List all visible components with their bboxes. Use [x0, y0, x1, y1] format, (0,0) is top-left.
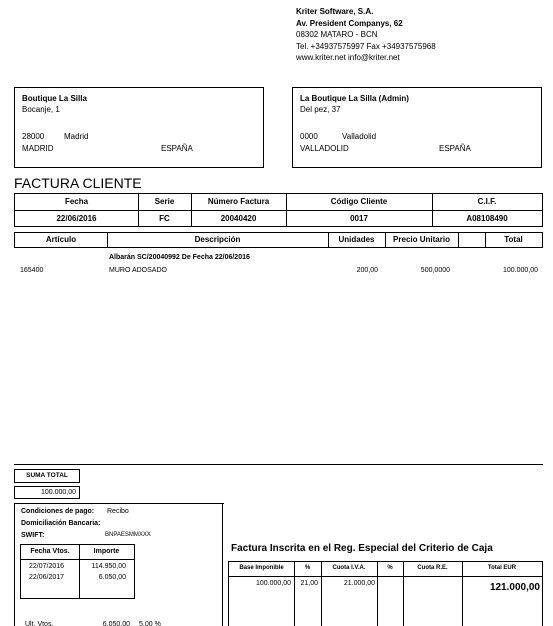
vto-fecha-1: 22/06/2017	[29, 574, 65, 581]
totals-label-cuota-iva: Cuota I.V.A.	[332, 565, 366, 571]
totals-label-pct: %	[304, 565, 311, 571]
line-item	[0, 267, 553, 277]
company-name: Kriter Software, S.A.	[296, 7, 374, 16]
payment-section	[14, 503, 224, 626]
payment-cond-label: Condiciones de pago:	[21, 508, 95, 515]
company-block	[296, 6, 436, 64]
company-web: www.kriter.net info@kriter.net	[296, 53, 400, 62]
suma-total-label-box	[14, 469, 80, 483]
suma-total-label: SUMA TOTAL	[26, 472, 68, 479]
vto-importe-0: 114.950,00	[91, 563, 126, 570]
line-unidades: 200,00	[356, 267, 378, 274]
header-label-cif: C.I.F.	[477, 197, 497, 206]
shipping-country: ESPAÑA	[439, 144, 471, 153]
line-total: 100.000,00	[502, 267, 538, 274]
totals-value-total: 121.000,00	[489, 582, 540, 593]
shipping-name: La Boutique La Silla (Admin)	[300, 94, 409, 103]
header-value-cif: A08108490	[466, 214, 508, 223]
line-precio: 500,0000	[420, 267, 450, 274]
shipping-city: Valladolid	[342, 132, 377, 141]
lines-header-unidades: Unidades	[338, 235, 375, 244]
totals-value-cuota-iva: 21.000,00	[343, 580, 375, 587]
criterio-caja-note: Factura Inscrita en el Reg. Especial del Criterio de Caja	[231, 543, 493, 554]
payment-domic-label: Domiciliación Bancaria:	[21, 520, 101, 527]
invoice-header-table	[14, 193, 543, 227]
billing-address-box	[14, 87, 264, 168]
totals-label-total: Total EUR	[487, 565, 517, 571]
totals-label-base: Base Imponible	[239, 565, 284, 571]
vto-header-importe: Importe	[93, 548, 120, 555]
shipping-postal: 0000	[300, 132, 318, 141]
billing-postal: 28000	[22, 132, 45, 141]
totals-table	[228, 561, 543, 626]
company-city: 08302 MATARO - BCN	[296, 30, 378, 39]
lines-header-articulo: Artículo	[45, 235, 77, 244]
albaran-reference: Albarán SC/20040992 De Fecha 22/06/2016	[109, 254, 250, 261]
company-contact: Tel. +34937575997 Fax +34937575968	[296, 41, 436, 51]
ult-vtos-pct: 5,00 %	[139, 621, 161, 626]
suma-total-value: 100.000,00	[40, 489, 76, 496]
vto-header-fecha: Fecha Vtos.	[30, 548, 70, 555]
lines-header-descripcion: Descripción	[194, 235, 241, 244]
ult-vtos-label: Ult. Vtos.	[25, 621, 54, 626]
payment-swift-label: SWIFT:	[21, 532, 45, 539]
line-descripcion: MURO ADOSADO	[109, 267, 167, 274]
payment-swift-value: BNPAESMMXXX	[105, 532, 151, 538]
header-value-fecha: 22/06/2016	[56, 214, 97, 223]
vto-table	[20, 544, 135, 599]
billing-province: MADRID	[22, 144, 54, 153]
totals-label-cuota-re: Cuota R.E.	[417, 565, 448, 571]
billing-city: Madrid	[64, 132, 89, 141]
line-articulo: 165400	[20, 267, 44, 274]
header-value-serie: FC	[159, 214, 170, 223]
billing-street: Bocanje, 1	[22, 105, 60, 114]
header-label-serie: Serie	[154, 197, 175, 206]
shipping-address-box	[292, 87, 542, 168]
header-label-cliente: Código Cliente	[330, 197, 388, 206]
lines-header-table	[14, 232, 543, 248]
header-label-fecha: Fecha	[64, 197, 89, 206]
lines-header-total: Total	[504, 235, 523, 244]
header-value-numero: 20040420	[220, 214, 257, 223]
totals-value-pct: 21,00	[300, 580, 318, 587]
vto-importe-1: 6.050,00	[98, 574, 126, 581]
shipping-province: VALLADOLID	[300, 144, 349, 153]
document-title: FACTURA CLIENTE	[14, 175, 142, 191]
billing-country: ESPAÑA	[161, 144, 193, 153]
footer-divider	[14, 464, 543, 465]
billing-name: Boutique La Silla	[22, 94, 87, 103]
lines-header-precio: Precio Unitario	[393, 235, 450, 244]
totals-value-base: 100.000,00	[255, 580, 291, 587]
header-value-cliente: 0017	[350, 214, 368, 223]
ult-vtos-importe: 6.050,00	[102, 621, 130, 626]
totals-label-pct2: %	[387, 565, 393, 571]
shipping-street: Del pez, 37	[300, 105, 341, 114]
suma-total-value-box	[14, 486, 80, 499]
vto-fecha-0: 22/07/2016	[29, 563, 65, 570]
payment-cond-value: Recibo	[107, 508, 129, 515]
company-address: Av. President Companys, 62	[296, 18, 403, 28]
header-label-numero: Número Factura	[207, 197, 270, 206]
